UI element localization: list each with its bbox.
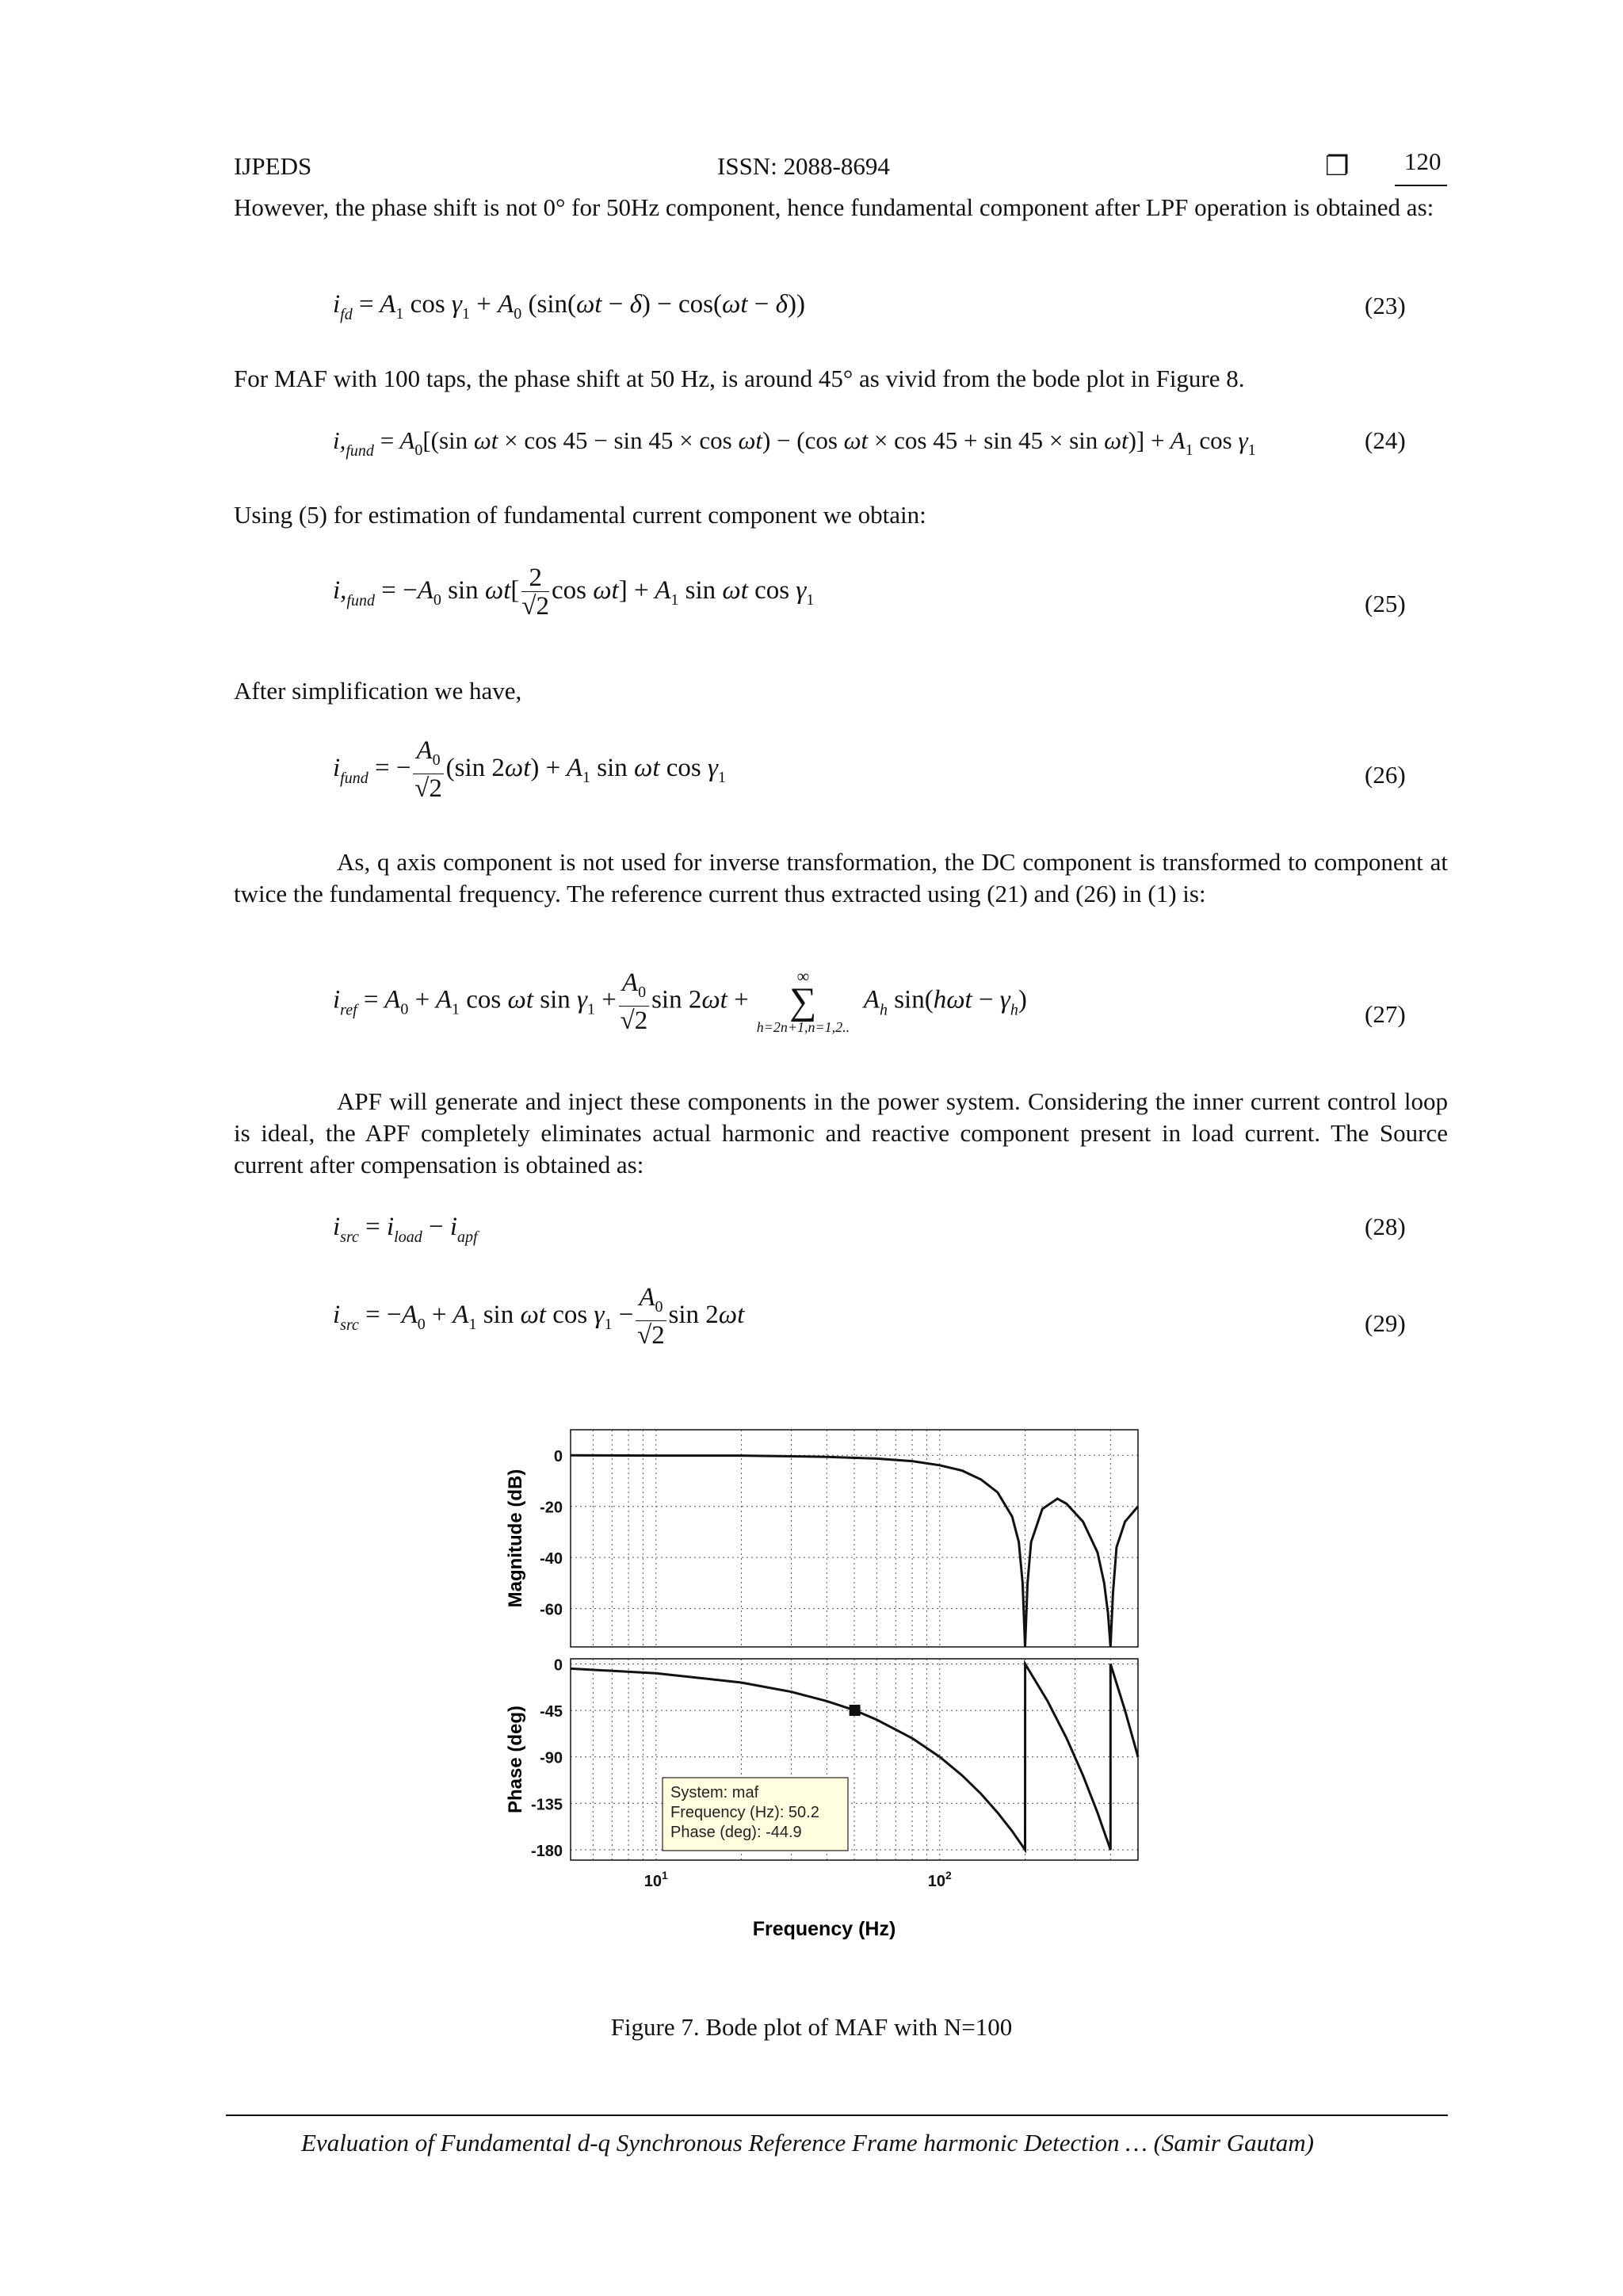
magnitude-ytick-label: 0 (553, 1448, 563, 1466)
magnitude-ytick-label: -20 (540, 1499, 563, 1517)
phase-grid (571, 1659, 1138, 1860)
equation-29: $i_{src} = -A_0 + A_1$ sin ωt $\cos \gamma_1$ − $\frac{A_0}{√2}$ sin 2ωt (333, 1283, 745, 1350)
equation-24: $i,_{fund} = A_0[(\sin$ ωt × cos 45 − sin 45 × cos ωt) − (cos $\omega t \times \cos 45 + \sin 45 \times \sin \omega t)] + A_1$ $\cos \gamma_1$ (333, 426, 1256, 460)
phase-ytick-label: -180 (530, 1842, 563, 1860)
x-axis-label: Frequency (Hz) (752, 1918, 896, 1940)
equation-number-24: (24) (1365, 426, 1406, 454)
phase-ytick-label: -135 (530, 1796, 563, 1814)
magnitude-axes-box (571, 1430, 1138, 1647)
datatip-phase: Phase (deg): -44.9 (670, 1824, 802, 1841)
equation-number-28: (28) (1365, 1213, 1406, 1240)
datatip-marker (850, 1705, 861, 1716)
journal-name: IJPEDS (234, 152, 312, 180)
equation-number-25: (25) (1365, 590, 1406, 617)
header-rule (1395, 185, 1447, 186)
footer-rule (226, 2115, 1448, 2116)
equation-number-26: (26) (1365, 761, 1406, 789)
datatip (663, 1778, 848, 1851)
equation-25: $i,_{fund} = -A_0$ sin ωt[ $\frac{2}{√2}$ $\cos \omega t] + A_1$ sin ωt $\cos \gamma_1$ (333, 563, 815, 621)
issn: ISSN: 2088-8694 (717, 152, 890, 180)
equation-number-23: (23) (1365, 292, 1406, 319)
phase-ylabel: Phase (deg) (505, 1705, 526, 1814)
magnitude-grid (571, 1430, 1138, 1647)
phase-ytick-label: -45 (540, 1703, 563, 1721)
footer-text: Evaluation of Fundamental d-q Synchronous Reference Frame harmonic Detection … (Samir Gautam) (301, 2129, 1314, 2157)
magnitude-ytick-label: -60 (540, 1601, 563, 1619)
box-icon: ❐ (1325, 151, 1350, 182)
magnitude-ylabel: Magnitude (dB) (505, 1469, 526, 1608)
paragraph-2: For MAF with 100 taps, the phase shift at 50 Hz, is around 45° as vivid from the bode plot in Figure 8. (234, 365, 1245, 392)
phase-ytick-label: -90 (540, 1749, 563, 1767)
page-number: 120 (1404, 147, 1442, 175)
xtick-label: $10^1$ (643, 1869, 668, 1890)
equation-26: $i_{fund}$ = − $\frac{A_0}{√2}$ (sin $2\omega t) + A_1$ sin ωt $\cos \gamma_1$ (333, 736, 727, 803)
paragraph-5: As, q axis component is not used for inverse transformation, the DC component is transformed to component at twice the fundamental frequency. The reference current thus extracted using (21) and (26) in (1) is: (234, 848, 1448, 907)
magnitude-series-maf (571, 1455, 1138, 1647)
paragraph-4: After simplification we have, (234, 677, 522, 705)
equation-27: $i_{ref} = A_0 + A_1$ cos ωt $\sin \gamma_1$ + $\frac{A_0}{√2}$ sin 2ωt + ∞ ∑ h=2n+1,n=1,2.. $A_h$ $\sin(h\omega t - \gamma_h)$ (333, 966, 1027, 1035)
paragraph-3: Using (5) for estimation of fundamental current component we obtain: (234, 501, 926, 529)
paragraph-6: APF will generate and inject these components in the power system. Considering the inner current control loop is ideal, the APF completely eliminates actual harmonic and reactive component present in load current. The Source current after compensation is obtained as: (234, 1087, 1448, 1179)
xtick-label: $10^2$ (927, 1869, 952, 1890)
paragraph-1: However, the phase shift is not 0° for 50Hz component, hence fundamental component after LPF operation is obtained as: (234, 193, 1434, 221)
equation-28: $i_{src} = i_{load} - i_{apf}$ (333, 1213, 478, 1246)
equation-number-29: (29) (1365, 1309, 1406, 1337)
phase-ytick-label: 0 (553, 1656, 563, 1675)
bode-plot (491, 1419, 1157, 1973)
datatip-system: System: maf (670, 1784, 759, 1801)
datatip-frequency: Frequency (Hz): 50.2 (670, 1804, 819, 1821)
equation-number-27: (27) (1365, 1000, 1406, 1028)
figure-caption: Figure 7. Bode plot of MAF with N=100 (610, 2013, 1013, 2041)
magnitude-ytick-label: -40 (540, 1550, 563, 1568)
equation-23: $i_{fd} = A_1$ $\cos \gamma_1 + A_0$ (sin(ωt − δ) − cos(ωt − δ)) (333, 290, 805, 323)
